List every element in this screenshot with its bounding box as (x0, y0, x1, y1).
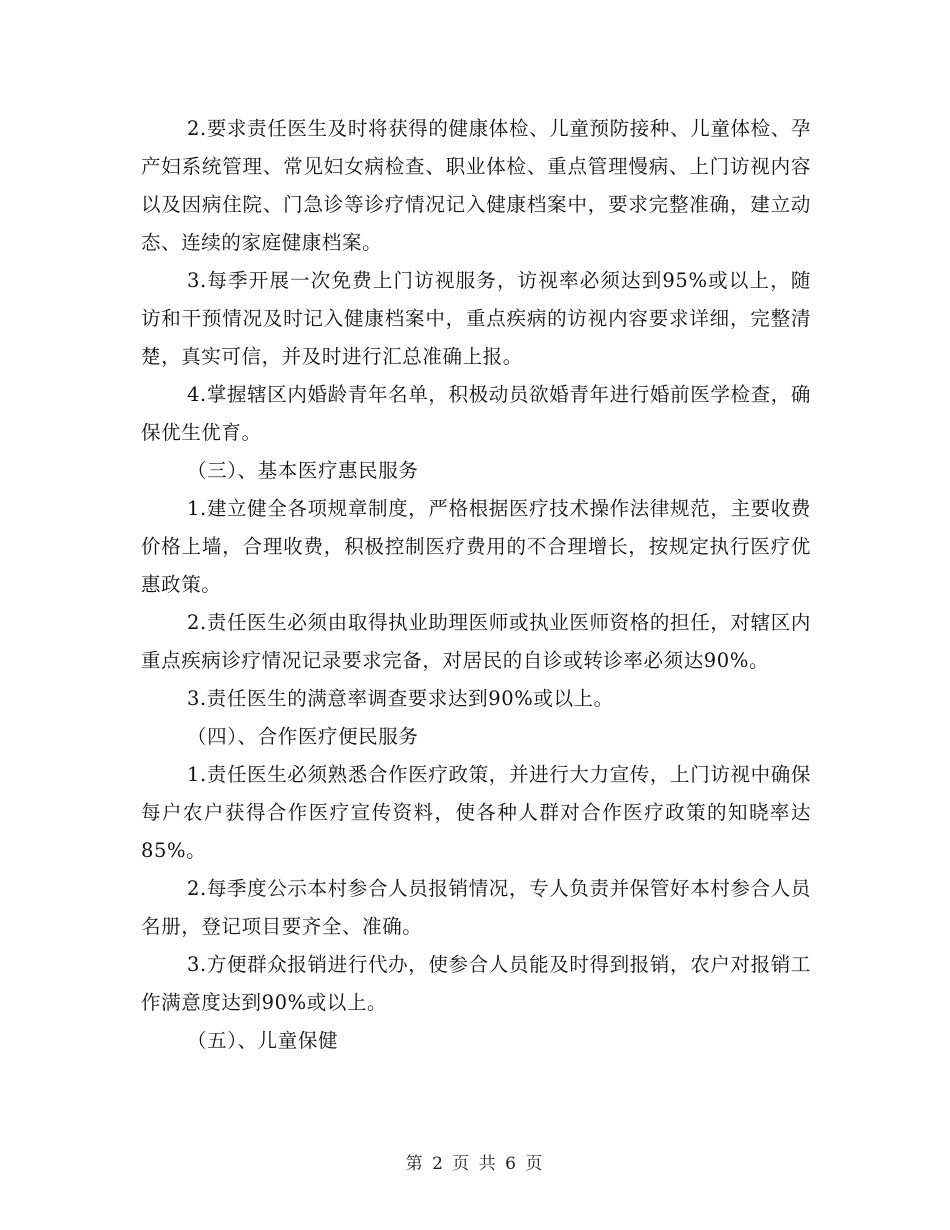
section-heading: （三）、基本医疗惠民服务 (187, 459, 419, 482)
paragraph: 2.要求责任医生及时将获得的健康体检、儿童预防接种、儿童体检、孕产妇系统管理、常见妇女病检查、职业体检、重点管理慢病、上门访视内容以及因病住院、门急诊等诊疗情况记入健康档案中，要求完整准确，建立动态、连续的家庭健康档案。 (141, 117, 811, 254)
section-heading: （四）、合作医疗便民服务 (187, 725, 419, 748)
paragraph: 1.建立健全各项规章制度，严格根据医疗技术操作法律规范，主要收费价格上墙，合理收费，积极控制医疗费用的不合理增长，按规定执行医疗优惠政策。 (141, 497, 811, 596)
paragraph: 2.每季度公示本村参合人员报销情况，专人负责并保管好本村参合人员名册，登记项目要齐全、准确。 (141, 877, 811, 938)
paragraph: 3.责任医生的满意率调查要求达到90%或以上。 (187, 687, 614, 710)
paragraph: 3.每季开展一次免费上门访视服务，访视率必须达到95%或以上，随访和干预情况及时记入健康档案中，重点疾病的访视内容要求详细，完整清楚，真实可信，并及时进行汇总准确上报。 (141, 269, 811, 368)
paragraph: 4.掌握辖区内婚龄青年名单，积极动员欲婚青年进行婚前医学检查，确保优生优育。 (141, 383, 811, 444)
section-heading: （五）、儿童保健 (187, 1029, 339, 1052)
page-number-footer: 第 2 页 共 6 页 (405, 1154, 545, 1174)
paragraph: 3.方便群众报销进行代办，使参合人员能及时得到报销，农户对报销工作满意度达到90%或以上。 (141, 953, 811, 1014)
paragraph: 2.责任医生必须由取得执业助理医师或执业医师资格的担任，对辖区内重点疾病诊疗情况记录要求完备，对居民的自诊或转诊率必须达90%。 (141, 611, 811, 672)
paragraph: 1.责任医生必须熟悉合作医疗政策，并进行大力宣传，上门访视中确保每户农户获得合作医疗宣传资料，使各种人群对合作医疗政策的知晓率达85%。 (141, 763, 811, 862)
document-body (141, 110, 811, 1060)
